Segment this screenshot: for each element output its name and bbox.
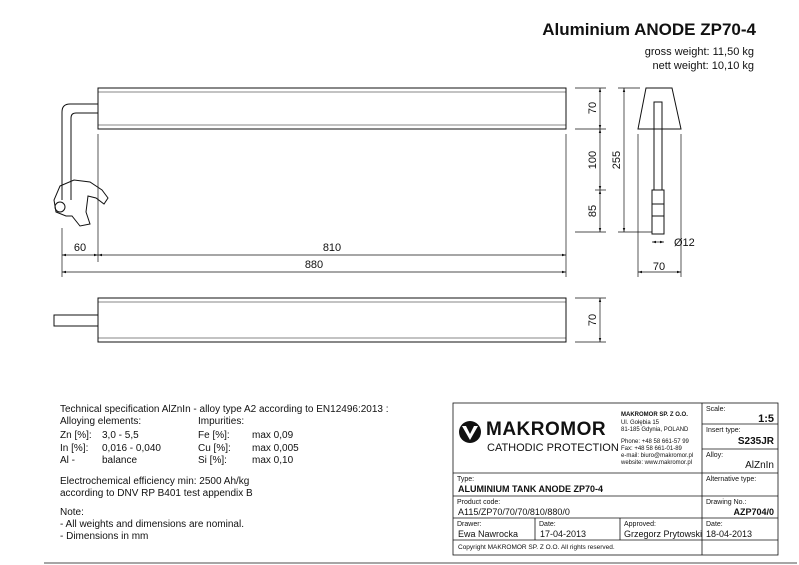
insert-value: S235JR: [737, 436, 774, 447]
alloy-value: AlZnIn: [745, 460, 774, 471]
impurity-el: Cu [%]:: [198, 443, 231, 454]
drawer-label: Drawer:: [457, 521, 482, 528]
alloy-label: Alloy:: [706, 452, 724, 459]
dim-810: 810: [322, 242, 342, 254]
product-code-label: Product code:: [457, 499, 501, 506]
dim-255: 255: [611, 150, 623, 170]
dim-880: 880: [304, 259, 324, 271]
drawing-no-label: Drawing No.:: [706, 499, 747, 506]
alloy-el: Al -: [60, 455, 75, 466]
gross-weight: gross weight: 11,50 kg: [644, 46, 754, 58]
alloy-val: 3,0 - 5,5: [102, 430, 139, 441]
dim-85: 85: [587, 204, 599, 218]
impurity-val: max 0,005: [252, 443, 299, 454]
copyright: Copyright MAKROMOR SP. Z O.O. All rights reserved.: [458, 544, 615, 551]
company-line: Fax: +48 58 661-01-89: [621, 446, 682, 452]
scale-label: Scale:: [706, 406, 726, 413]
alloy-el: Zn [%]:: [60, 430, 92, 441]
drawing-title: Aluminium ANODE ZP70-4: [542, 20, 756, 39]
efficiency-line-2: according to DNV RP B401 test appendix B: [60, 488, 253, 499]
date-value: 18-04-2013: [706, 529, 753, 539]
makromor-logo-icon: [459, 421, 481, 443]
note-line: - Dimensions in mm: [60, 531, 149, 542]
scale-value: 1:5: [758, 413, 774, 425]
dim-diameter-12: Ø12: [674, 237, 695, 249]
insert-label: Insert type:: [706, 427, 741, 434]
company-line: Ul. Gołębia 15: [621, 420, 660, 426]
date-label: Date:: [706, 521, 723, 528]
brand-tagline: CATHODIC PROTECTION: [487, 442, 619, 454]
company-line: website: www.makromor.pl: [621, 460, 693, 466]
approved-label: Approved:: [624, 521, 656, 528]
drawing-no-value: AZP704/0: [733, 507, 774, 517]
impurities-heading: Impurities:: [198, 416, 245, 427]
product-code-value: A115/ZP70/70/70/810/880/0: [458, 507, 570, 517]
dim-70-side: 70: [652, 261, 666, 273]
type-label: Type:: [457, 476, 475, 483]
approved-value: Grzegorz Prytowski: [624, 529, 703, 539]
company-line: 81-185 Gdynia, POLAND: [621, 427, 689, 433]
spec-heading: Technical specification AlZnIn - alloy type A2 according to EN12496:2013 :: [60, 404, 389, 415]
impurity-val: max 0,09: [252, 430, 294, 441]
efficiency-line-1: Electrochemical efficiency min: 2500 Ah/kg: [60, 476, 250, 487]
alloy-el: In [%]:: [60, 443, 89, 454]
brand-name: MAKROMOR: [486, 419, 607, 440]
impurity-el: Si [%]:: [198, 455, 227, 466]
impurity-el: Fe [%]:: [198, 430, 230, 441]
dim-60: 60: [73, 242, 87, 254]
date-label: Date:: [539, 521, 556, 528]
alternative-label: Alternative type:: [706, 476, 757, 483]
company-line: Phone: +48 58 661-57 99: [621, 439, 689, 445]
drawer-value: Ewa Nawrocka: [458, 529, 519, 539]
note-line: - All weights and dimensions are nominal.: [60, 519, 244, 530]
dim-100: 100: [587, 150, 599, 170]
alloy-val: balance: [102, 455, 138, 466]
note-heading: Note:: [60, 507, 84, 518]
dim-70-bottom: 70: [587, 313, 599, 327]
alloy-heading: Alloying elements:: [60, 416, 142, 427]
alloy-val: 0,016 - 0,040: [102, 443, 161, 454]
nett-weight: nett weight: 10,10 kg: [652, 60, 754, 72]
dim-70-top: 70: [587, 101, 599, 115]
company-line: MAKROMOR SP. Z O.O.: [621, 412, 688, 418]
impurity-val: max 0,10: [252, 455, 294, 466]
company-line: e-mail: biuro@makromor.pl: [621, 453, 694, 459]
type-value: ALUMINIUM TANK ANODE ZP70-4: [458, 484, 604, 494]
date-value: 17-04-2013: [540, 529, 587, 539]
